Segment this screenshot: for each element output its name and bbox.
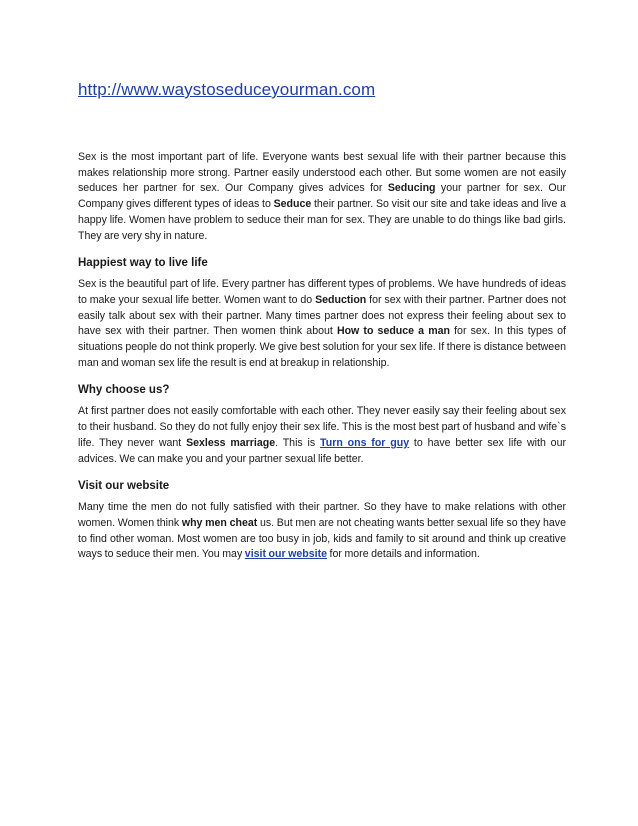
section-heading-why-choose-us: Why choose us?: [78, 384, 170, 397]
intro-keyword-seduce: Seduce: [273, 198, 312, 211]
section1-text-3: for sex. In this types of situations people do not think properly. We give best solution for your sex life. If there is distance between man and woman sex life the result is end at breakup in relationship.: [78, 325, 566, 369]
site-url-link[interactable]: http://www.waystoseduceyourman.com: [78, 80, 376, 99]
section2-text-2: . This is: [275, 436, 321, 449]
intro-paragraph: [78, 150, 566, 244]
section3-text-2: us. But men are not cheating wants better sexual life so they have to find other woman. Most women are too busy in job, kids and family to sit around and think up creative ways to seduce their men. You may: [78, 516, 566, 561]
turn-ons-for-guy-link[interactable]: Turn ons for guy: [320, 436, 410, 449]
section-heading-happiest-way: Happiest way to live life: [78, 257, 208, 270]
section2-paragraph: [78, 404, 566, 467]
section2-text-1: At first partner does not easily comfortable with each other. They never easily say their feeling about sex to their husband. So they do not fully enjoy their sex life. This is the most best part of husband and wife`s life. They never want: [78, 405, 566, 449]
section2-text-3: to have better sex life with our advices. We can make you and your partner sexual life better.: [78, 436, 566, 465]
intro-text-1: Sex is the most important part of life. Everyone wants best sexual life with their partner because this makes relationship more strong. Partner easily understood each other. But some women are not easily seduces her partner for sex. Our Company gives advices for: [78, 151, 566, 195]
section3-text-3: for more details and information.: [327, 548, 480, 561]
intro-keyword-seducing: Seducing: [387, 182, 436, 195]
section1-text-2: for sex with their partner. Partner does not easily talk about sex with their partner. Many times partner does not express their feeling about sex to have sex with their partner. Then women think about: [78, 293, 566, 338]
section1-keyword-how-to-seduce: How to seduce a man: [336, 325, 450, 338]
section1-paragraph: [78, 277, 566, 371]
intro-text-3: their partner. So visit our site and take ideas and live a happy life. Women have problem to seduce their man for sex. They are unable to do things like bad girls. They are very shy in nature.: [78, 198, 566, 242]
section3-paragraph: [78, 500, 566, 563]
section2-keyword-sexless-marriage: Sexless marriage: [186, 436, 276, 449]
section3-keyword-why-men-cheat: why men cheat: [181, 516, 258, 529]
visit-our-website-link[interactable]: visit our website: [244, 548, 328, 561]
section1-keyword-seduction: Seduction: [315, 293, 367, 306]
section3-text-1: Many time the men do not fully satisfied with their partner. So they have to make relations with other women. Women think: [78, 501, 566, 529]
intro-text-2: your partner for sex. Our Company gives different types of ideas to: [78, 182, 567, 211]
document-body: [78, 150, 566, 575]
section1-text-1: Sex is the beautiful part of life. Every partner has different types of problems. We have hundreds of ideas to make your sexual life better. Women want to do: [78, 278, 566, 306]
section-heading-visit-website: Visit our website: [78, 480, 170, 493]
